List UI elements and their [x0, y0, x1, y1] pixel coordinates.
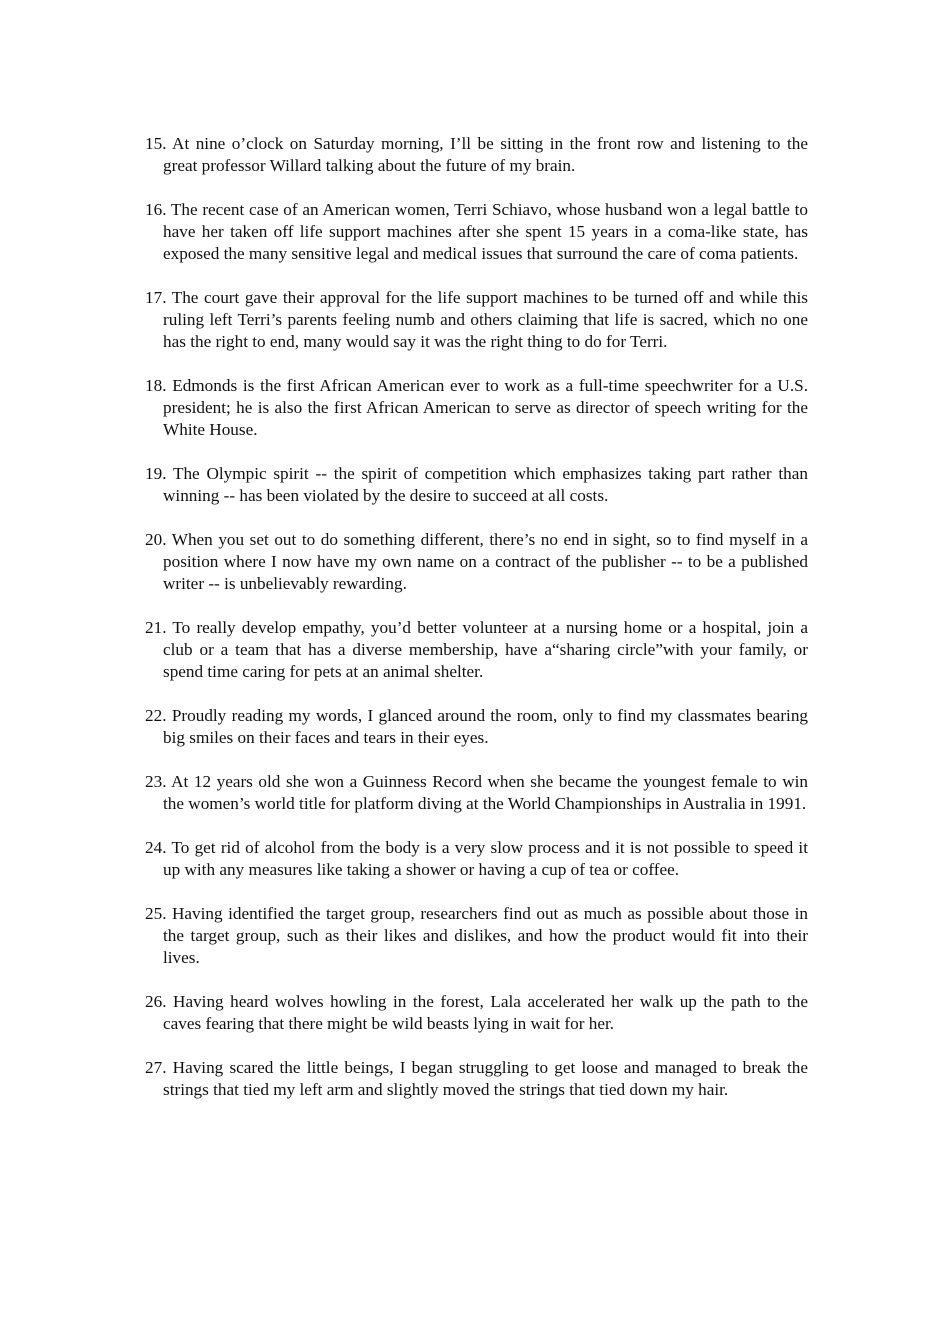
sentence-list [145, 133, 808, 1123]
item-number: 21. [145, 618, 167, 637]
item-text: The court gave their approval for the life support machines to be turned off and while this ruling left Terri’s parents feeling numb and others claiming that life is sacred, which no one has the right to end, many would say it was the right thing to do for Terri. [163, 288, 808, 351]
item-number: 18. [145, 376, 167, 395]
item-text: Having identified the target group, researchers find out as much as possible about those in the target group, such as their likes and dislikes, and how the product would fit into their lives. [163, 904, 809, 967]
item-number: 24. [145, 838, 167, 857]
item-number: 20. [145, 530, 167, 549]
list-item-18 [145, 375, 808, 441]
item-number: 19. [145, 464, 167, 483]
item-text: At 12 years old she won a Guinness Record when she became the youngest female to win the women’s world title for platform diving at the World Championships in Australia in 1991. [163, 772, 808, 813]
list-item-24 [145, 837, 808, 881]
list-item-23 [145, 771, 808, 815]
item-text: The Olympic spirit -- the spirit of competition which emphasizes taking part rather than winning -- has been violated by the desire to succeed at all costs. [163, 464, 808, 505]
list-item-22 [145, 705, 808, 749]
item-text: Proudly reading my words, I glanced around the room, only to find my classmates bearing big smiles on their faces and tears in their eyes. [163, 706, 809, 747]
list-item-16 [145, 199, 808, 265]
item-text: To get rid of alcohol from the body is a very slow process and it is not possible to speed it up with any measures like taking a shower or having a cup of tea or coffee. [163, 838, 808, 879]
item-number: 23. [145, 772, 167, 791]
item-text: Edmonds is the first African American ever to work as a full-time speechwriter for a U.S. president; he is also the first African American to serve as director of speech writing for the White House. [163, 376, 808, 439]
list-item-19 [145, 463, 808, 507]
item-number: 27. [145, 1058, 167, 1077]
list-item-15 [145, 133, 808, 177]
item-number: 15. [145, 134, 167, 153]
item-number: 25. [145, 904, 167, 923]
item-text: Having scared the little beings, I began struggling to get loose and managed to break the strings that tied my left arm and slightly moved the strings that tied down my hair. [163, 1058, 809, 1099]
item-number: 26. [145, 992, 167, 1011]
list-item-25 [145, 903, 808, 969]
list-item-20 [145, 529, 808, 595]
list-item-17 [145, 287, 808, 353]
list-item-21 [145, 617, 808, 683]
list-item-27 [145, 1057, 808, 1101]
item-text: The recent case of an American women, Terri Schiavo, whose husband won a legal battle to have her taken off life support machines after she spent 15 years in a coma-like state, has exposed the many sensitive legal and medical issues that surround the care of coma patients. [163, 200, 808, 263]
list-item-26 [145, 991, 808, 1035]
item-text: At nine o’clock on Saturday morning, I’ll be sitting in the front row and listening to the great professor Willard talking about the future of my brain. [163, 134, 808, 175]
item-number: 22. [145, 706, 167, 725]
item-text: Having heard wolves howling in the forest, Lala accelerated her walk up the path to the caves fearing that there might be wild beasts lying in wait for her. [163, 992, 808, 1033]
item-number: 16. [145, 200, 167, 219]
item-text: To really develop empathy, you’d better volunteer at a nursing home or a hospital, join a club or a team that has a diverse membership, have a“sharing circle”with your family, or spend time caring for pets at an animal shelter. [163, 618, 808, 681]
item-text: When you set out to do something different, there’s no end in sight, so to find myself in a position where I now have my own name on a contract of the publisher -- to be a published writer -- is unbelievably rewarding. [163, 530, 808, 593]
item-number: 17. [145, 288, 167, 307]
